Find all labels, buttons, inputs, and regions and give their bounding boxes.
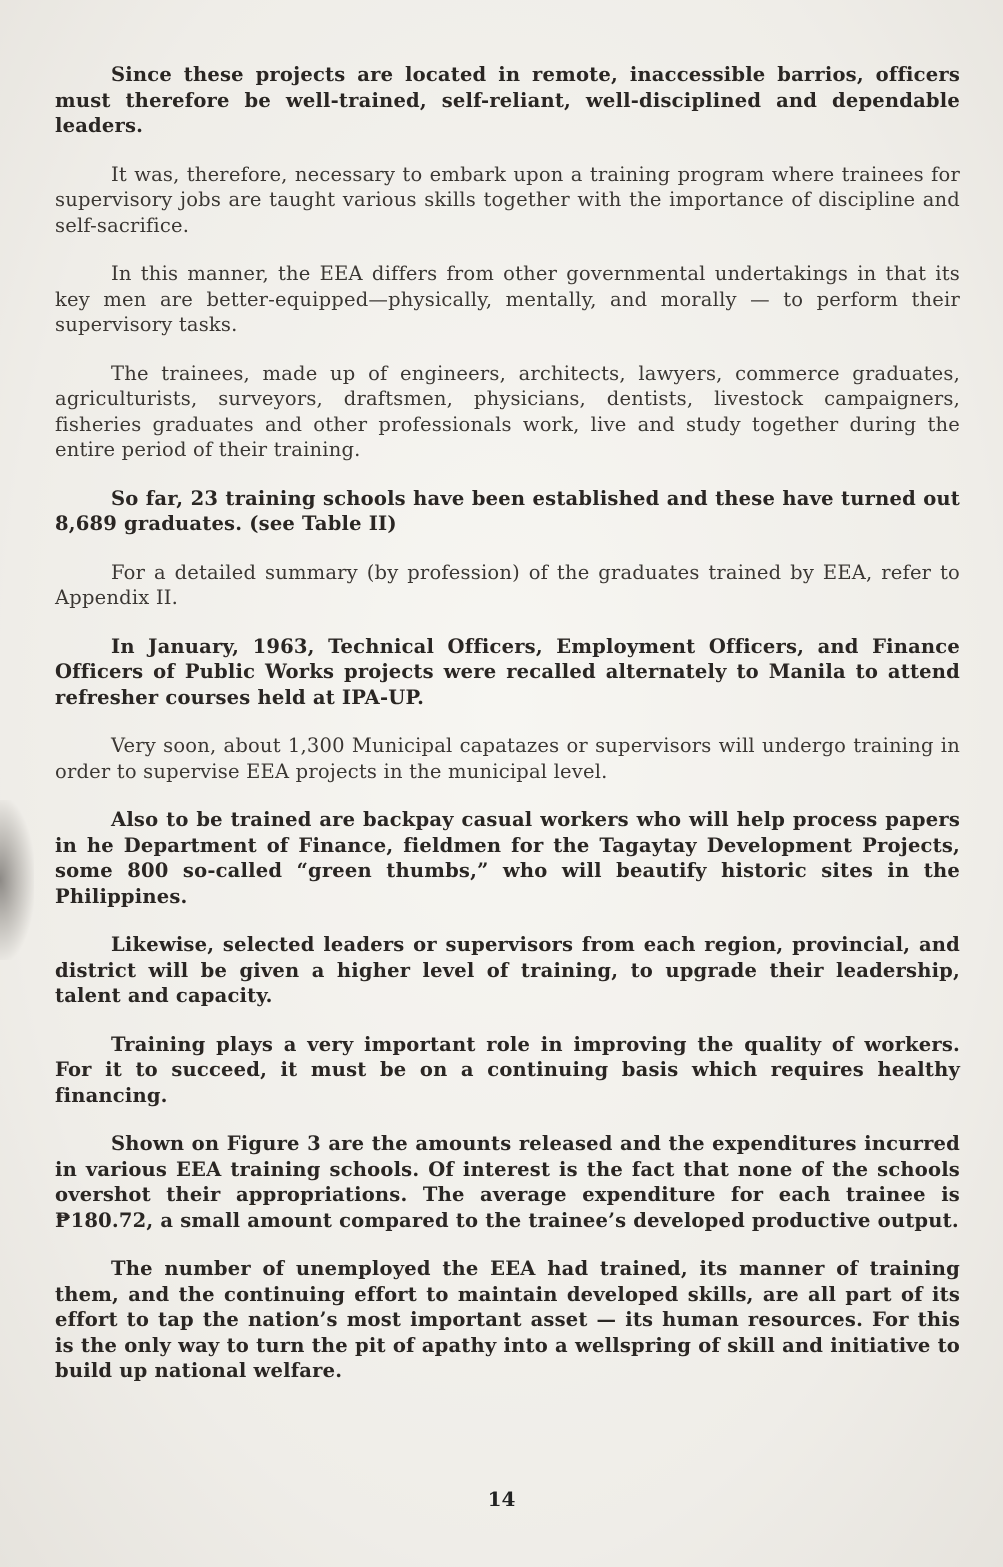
paragraph-10: Likewise, selected leaders or supervisors from each region, provincial, and district will be given a higher level of training, to upgrade their leadership, talent and capacity. <box>55 933 960 1007</box>
paragraph-12: Shown on Figure 3 are the amounts released and the expenditures incurred in various EEA training schools. Of interest is the fact that none of the schools overshot their appropriations. The average expenditure for each trainee is ₱180.72, a small amount compared to the trainee’s developed productive output. <box>55 1132 960 1232</box>
page-number: 14 <box>487 1487 516 1511</box>
paragraph-11: Training plays a very important role in improving the quality of workers. For it to succeed, it must be on a continuing basis which requires healthy financing. <box>55 1032 960 1107</box>
paragraph-6: For a detailed summary (by profession) of the graduates trained by EEA, refer to Appendix II. <box>55 560 960 609</box>
paragraph-9: Also to be trained are backpay casual workers who will help process papers in he Department of Finance, fieldmen for the Tagaytay Development Projects, some 800 so-called “green thumbs,” who will beautify historic sites in the Philippines. <box>55 808 960 908</box>
paragraph-3: In this manner, the EEA differs from other governmental undertakings in that its key men are better-equipped—physically, mentally, and morally — to perform their supervisory tasks. <box>55 262 960 336</box>
paragraph-8: Very soon, about 1,300 Municipal capatazes or supervisors will undergo training in order to supervise EEA projects in the municipal level. <box>55 734 960 783</box>
page-edge-shadow <box>0 800 34 960</box>
body-text <box>55 62 960 1407</box>
paragraph-7: In January, 1963, Technical Officers, Employment Officers, and Finance Officers of Public Works projects were recalled alternately to Manila to attend refresher courses held at IPA-UP. <box>55 634 960 709</box>
paragraph-13: The number of unemployed the EEA had trained, its manner of training them, and the continuing effort to maintain developed skills, are all part of its effort to tap the nation’s most important asset — its human resources. For this is the only way to turn the pit of apathy into a wellspring of skill and initiative to build up national welfare. <box>55 1257 960 1382</box>
paragraph-5: So far, 23 training schools have been established and these have turned out 8,689 graduates. (see Table II) <box>55 486 960 535</box>
paragraph-2: It was, therefore, necessary to embark upon a training program where trainees for supervisory jobs are taught various skills together with the importance of discipline and self-sacrifice. <box>55 162 960 237</box>
paragraph-4: The trainees, made up of engineers, architects, lawyers, commerce graduates, agriculturists, surveyors, draftsmen, physicians, dentists, livestock campaigners, fisheries graduates and other professionals work, live and study together during the entire period of their training. <box>55 361 960 461</box>
paragraph-1: Since these projects are located in remote, inaccessible barrios, officers must therefore be well-trained, self-reliant, well-disciplined and dependable leaders. <box>55 63 960 137</box>
